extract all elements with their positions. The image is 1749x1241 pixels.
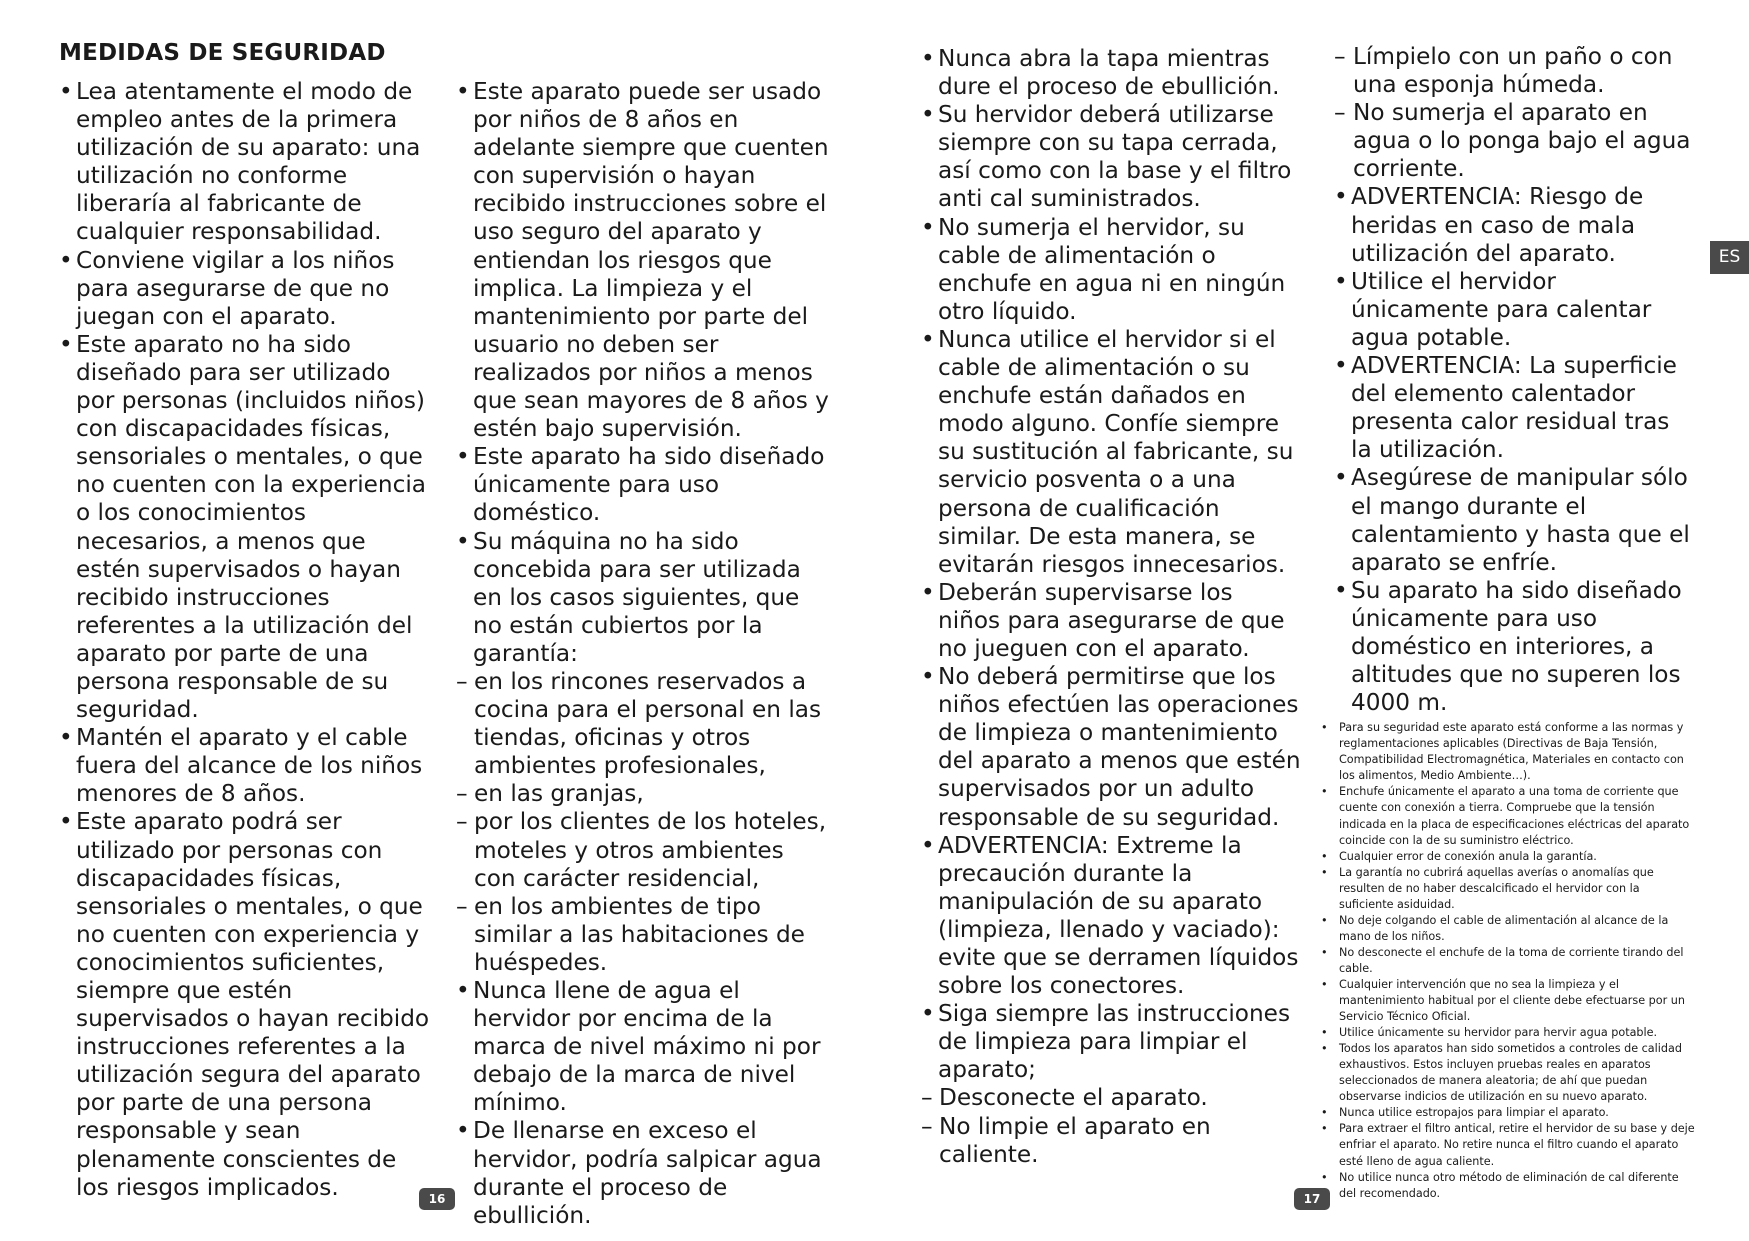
list-item: • De llenarse en exceso el hervidor, podría salpicar agua durante el proceso de ebullición. (456, 1117, 832, 1229)
list-item: • Este aparato no ha sido diseñado para ser utilizado por personas (incluidos niños) con discapacidades físicas, sensoriales o mentales, o que no cuenten con la experiencia o los conocimientos necesarios, a menos que estén supervisados o hayan recibido instrucciones referentes a la utilización del aparato por parte de una persona responsable de su seguridad. (59, 331, 434, 724)
list-item-with-sublist (456, 528, 832, 978)
dash-item: – Desconecte el aparato. (921, 1084, 1301, 1112)
dash-item: – en los ambientes de tipo similar a las habitaciones de huéspedes. (456, 893, 832, 977)
fine-print-item: • Cualquier intervención que no sea la limpieza y el mantenimiento habitual por el cliente debe efectuarse por un Servicio Técnico Oficial. (1317, 977, 1696, 1025)
list-item-text: Siga siempre las instrucciones de limpieza para limpiar el aparato; (938, 1000, 1291, 1084)
list-item-text: Su máquina no ha sido concebida para ser utilizada en los casos siguientes, que no están cubiertos por la garantía: (473, 527, 801, 667)
list-item: • Nunca abra la tapa mientras dure el proceso de ebullición. (921, 45, 1301, 101)
fine-print-item: • Para su seguridad este aparato está conforme a las normas y reglamentaciones aplicables (Directivas de Baja Tensión, Compatibilidad Electromagnética, Materiales en contacto con los alimentos, Medio Ambiente…). (1317, 720, 1696, 784)
dash-item: – en las granjas, (456, 780, 832, 808)
col3-bullet-list (921, 45, 1301, 1169)
list-item: • No deberá permitirse que los niños efectúen las operaciones de limpieza o mantenimiento del aparato a menos que estén supervisados por un adulto responsable de su seguridad. (921, 663, 1301, 832)
fine-print-item: • Utilice únicamente su hervidor para hervir agua potable. (1317, 1025, 1696, 1041)
dash-sublist (921, 1084, 1301, 1168)
list-item: • Su aparato ha sido diseñado únicamente para uso doméstico en interiores, a altitudes que no superen los 4000 m. (1334, 577, 1696, 717)
column-3 (921, 45, 1301, 1169)
dash-item: – por los clientes de los hoteles, moteles y otros ambientes con carácter residencial, (456, 808, 832, 892)
column-4 (1334, 43, 1696, 1202)
fine-print-item: • Nunca utilice estropajos para limpiar el aparato. (1317, 1105, 1696, 1121)
page-number-right: 17 (1294, 1188, 1330, 1210)
fine-print-item: • Para extraer el filtro antical, retire el hervidor de su base y deje enfriar el aparato. No retire nunca el filtro cuando el aparato esté lleno de agua caliente. (1317, 1121, 1696, 1169)
fine-print-item: • No desconecte el enchufe de la toma de corriente tirando del cable. (1317, 945, 1696, 977)
dash-sublist (456, 668, 832, 977)
list-item-with-sublist (921, 1000, 1301, 1169)
dash-item: – Límpielo con un paño o con una esponja húmeda. (1334, 43, 1696, 99)
list-item: • Nunca llene de agua el hervidor por encima de la marca de nivel máximo ni por debajo de la marca de nivel mínimo. (456, 977, 832, 1117)
col4-dash-list (1334, 43, 1696, 183)
list-item: • Mantén el aparato y el cable fuera del alcance de los niños menores de 8 años. (59, 724, 434, 808)
fine-print-item: • No deje colgando el cable de alimentación al alcance de la mano de los niños. (1317, 913, 1696, 945)
col4-fine-print-list (1317, 720, 1696, 1201)
list-item: • Este aparato ha sido diseñado únicamente para uso doméstico. (456, 443, 832, 527)
page-number-left: 16 (419, 1188, 455, 1210)
list-item: • ADVERTENCIA: Extreme la precaución durante la manipulación de su aparato (limpieza, llenado y vaciado): evite que se derramen líquidos sobre los conectores. (921, 832, 1301, 1001)
fine-print-item: • La garantía no cubrirá aquellas averías o anomalías que resulten de no haber descalcificado el hervidor con la suficiente asiduidad. (1317, 865, 1696, 913)
list-item: • Conviene vigilar a los niños para asegurarse de que no juegan con el aparato. (59, 247, 434, 331)
list-item: • Utilice el hervidor únicamente para calentar agua potable. (1334, 268, 1696, 352)
fine-print-item: • No utilice nunca otro método de eliminación de cal diferente del recomendado. (1317, 1170, 1696, 1202)
page-title: MEDIDAS DE SEGURIDAD (59, 40, 386, 66)
dash-item: – No sumerja el aparato en agua o lo ponga bajo el agua corriente. (1334, 99, 1696, 183)
list-item: • ADVERTENCIA: Riesgo de heridas en caso de mala utilización del aparato. (1334, 183, 1696, 267)
list-item: • Nunca utilice el hervidor si el cable de alimentación o su enchufe están dañados en modo alguno. Confíe siempre su sustitución al fabricante, su servicio posventa o a una persona de cualificación similar. De esta manera, se evitarán riesgos innecesarios. (921, 326, 1301, 579)
list-item: • Su hervidor deberá utilizarse siempre con su tapa cerrada, así como con la base y el filtro anti cal suministrados. (921, 101, 1301, 213)
language-tab: ES (1710, 241, 1749, 274)
list-item: • Deberán supervisarse los niños para asegurarse de que no jueguen con el aparato. (921, 579, 1301, 663)
list-item: • Lea atentamente el modo de empleo antes de la primera utilización de su aparato: una utilización no conforme liberaría al fabricante de cualquier responsabilidad. (59, 78, 434, 247)
fine-print-item: • Cualquier error de conexión anula la garantía. (1317, 849, 1696, 865)
col2-bullet-list (456, 78, 832, 1230)
column-2 (456, 78, 832, 1230)
list-item: • Asegúrese de manipular sólo el mango durante el calentamiento y hasta que el aparato se enfríe. (1334, 464, 1696, 576)
col1-bullet-list (59, 78, 434, 1202)
dash-item: – No limpie el aparato en caliente. (921, 1113, 1301, 1169)
list-item: • ADVERTENCIA: La superficie del elemento calentador presenta calor residual tras la utilización. (1334, 352, 1696, 464)
list-item: • Este aparato podrá ser utilizado por personas con discapacidades físicas, sensoriales o mentales, o que no cuenten con experiencia y conocimientos suficientes, siempre que estén supervisados o hayan recibido instrucciones referentes a la utilización segura del aparato por parte de una persona responsable y sean plenamente conscientes de los riesgos implicados. (59, 808, 434, 1201)
list-item: • Este aparato puede ser usado por niños de 8 años en adelante siempre que cuenten con supervisión o hayan recibido instrucciones sobre el uso seguro del aparato y entiendan los riesgos que implica. La limpieza y el mantenimiento por parte del usuario no deben ser realizados por niños a menos que sean mayores de 8 años y estén bajo supervisión. (456, 78, 832, 443)
fine-print-item: • Enchufe únicamente el aparato a una toma de corriente que cuente con conexión a tierra. Compruebe que la tensión indicada en la placa de especificaciones eléctricas del aparato coincide con la de su suministro eléctrico. (1317, 784, 1696, 848)
fine-print-item: • Todos los aparatos han sido sometidos a controles de calidad exhaustivos. Estos incluyen pruebas reales en aparatos seleccionados de manera aleatoria; de ahí que puedan observarse indicios de utilización en su nuevo aparato. (1317, 1041, 1696, 1105)
dash-item: – en los rincones reservados a cocina para el personal en las tiendas, oficinas y otros ambientes profesionales, (456, 668, 832, 780)
list-item: • No sumerja el hervidor, su cable de alimentación o enchufe en agua ni en ningún otro líquido. (921, 214, 1301, 326)
column-1 (59, 78, 434, 1202)
col4-bullet-list (1334, 183, 1696, 717)
